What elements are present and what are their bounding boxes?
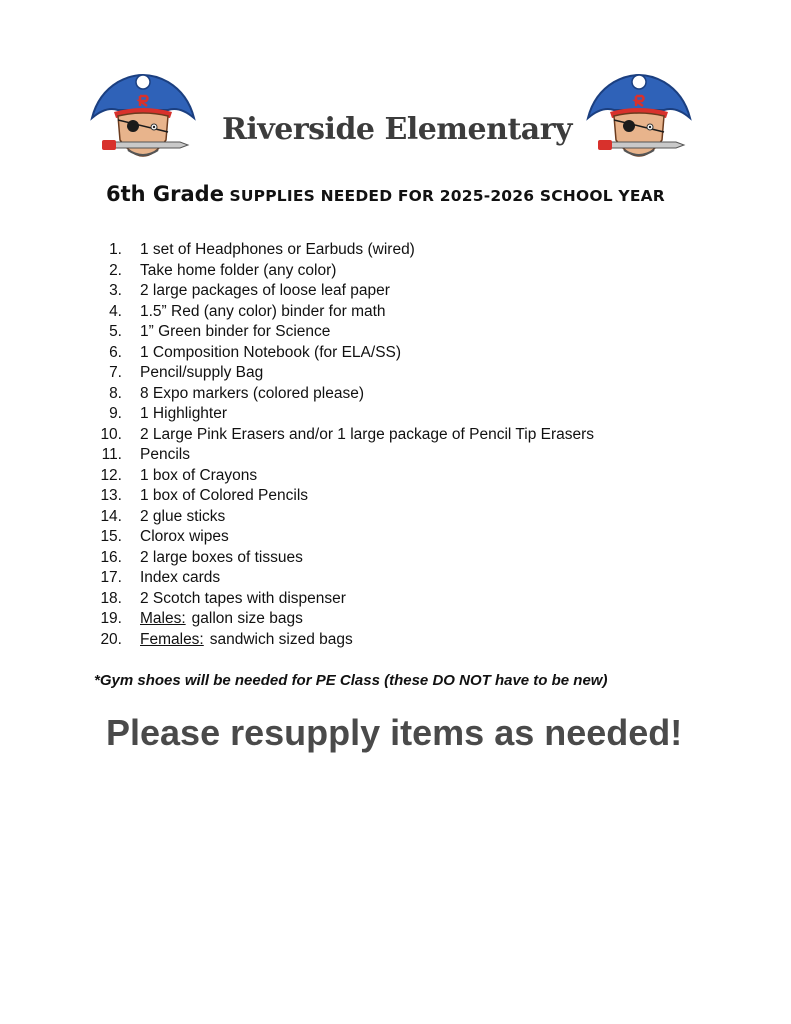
list-item-text: 1.5” Red (any color) binder for math bbox=[140, 302, 386, 320]
list-item bbox=[92, 466, 594, 487]
list-item-number: 13. bbox=[100, 487, 122, 504]
list-item-number: 7. bbox=[109, 364, 122, 381]
list-item-number: 2. bbox=[109, 261, 122, 279]
list-item-number: 11. bbox=[101, 446, 122, 463]
list-item-text: sandwich sized bags bbox=[209, 630, 353, 648]
school-name: Riverside Elementary bbox=[222, 112, 572, 147]
list-item bbox=[92, 384, 594, 405]
list-item bbox=[92, 568, 594, 589]
list-item-text: 1 Composition Notebook (for ELA/SS) bbox=[140, 343, 402, 361]
list-item bbox=[92, 240, 594, 261]
list-item bbox=[92, 261, 594, 282]
list-item-text: Pencils bbox=[140, 446, 190, 463]
list-item-text: 2 large boxes of tissues bbox=[140, 548, 303, 566]
list-item-number: 9. bbox=[109, 405, 122, 422]
subtitle-text: SUPPLIES NEEDED FOR 2025-2026 SCHOOL YEAR bbox=[229, 187, 665, 205]
list-item-number: 18. bbox=[100, 589, 122, 607]
list-item-text: 1 box of Colored Pencils bbox=[140, 487, 309, 504]
list-item-number: 16. bbox=[100, 548, 122, 566]
list-item-number: 8. bbox=[109, 384, 122, 402]
list-item bbox=[92, 548, 594, 569]
list-item bbox=[92, 281, 594, 302]
list-item-number: 3. bbox=[109, 282, 122, 299]
list-item-text: Pencil/supply Bag bbox=[140, 364, 264, 381]
list-item-text: 1 set of Headphones or Earbuds (wired) bbox=[140, 241, 415, 258]
page-subtitle bbox=[106, 182, 665, 206]
list-item-text: Take home folder (any color) bbox=[140, 261, 337, 279]
list-item bbox=[92, 363, 594, 384]
list-item-number: 10. bbox=[100, 425, 122, 443]
list-item bbox=[92, 609, 594, 630]
list-item bbox=[92, 445, 594, 466]
list-item-number: 14. bbox=[100, 507, 122, 525]
list-item-text: 2 glue sticks bbox=[140, 507, 226, 525]
list-item-text: gallon size bags bbox=[191, 610, 303, 627]
list-item-text: 2 Scotch tapes with dispenser bbox=[140, 589, 346, 607]
pirate-mascot-icon bbox=[584, 66, 694, 161]
list-item-number: 17. bbox=[100, 569, 122, 586]
supply-list bbox=[92, 240, 594, 650]
list-item-number: 15. bbox=[100, 528, 122, 545]
gym-note: *Gym shoes will be needed for PE Class (these DO NOT have to be new) bbox=[94, 672, 608, 689]
list-item bbox=[92, 404, 594, 425]
list-item bbox=[92, 630, 594, 651]
list-item bbox=[92, 527, 594, 548]
list-item-text: 1 Highlighter bbox=[140, 405, 228, 422]
list-item bbox=[92, 486, 594, 507]
list-item-text: Index cards bbox=[140, 569, 221, 586]
list-item-number: 4. bbox=[109, 302, 122, 320]
list-item-text: 2 Large Pink Erasers and/or 1 large package of Pencil Tip Erasers bbox=[140, 425, 595, 443]
pirate-mascot-icon bbox=[88, 66, 198, 161]
list-item-text: 2 large packages of loose leaf paper bbox=[140, 282, 390, 299]
list-item bbox=[92, 425, 594, 446]
list-item-text: Clorox wipes bbox=[140, 528, 229, 545]
list-item-number: 1. bbox=[109, 241, 122, 258]
list-item bbox=[92, 322, 594, 343]
list-item-number: 12. bbox=[100, 466, 122, 484]
list-item-number: 19. bbox=[100, 610, 122, 627]
resupply-banner: Please resupply items as needed! bbox=[106, 712, 683, 753]
list-item-label: Males: bbox=[140, 610, 186, 627]
list-item-label: Females: bbox=[140, 630, 204, 648]
list-item bbox=[92, 589, 594, 610]
list-item bbox=[92, 507, 594, 528]
list-item-text: 1 box of Crayons bbox=[140, 466, 258, 484]
list-item-text: 8 Expo markers (colored please) bbox=[140, 384, 364, 402]
list-item-number: 5. bbox=[109, 323, 122, 340]
grade-label: 6th Grade bbox=[106, 182, 224, 206]
list-item bbox=[92, 302, 594, 323]
list-item bbox=[92, 343, 594, 364]
list-item-number: 20. bbox=[100, 630, 122, 648]
list-item-text: 1” Green binder for Science bbox=[140, 323, 331, 340]
list-item-number: 6. bbox=[109, 343, 122, 361]
